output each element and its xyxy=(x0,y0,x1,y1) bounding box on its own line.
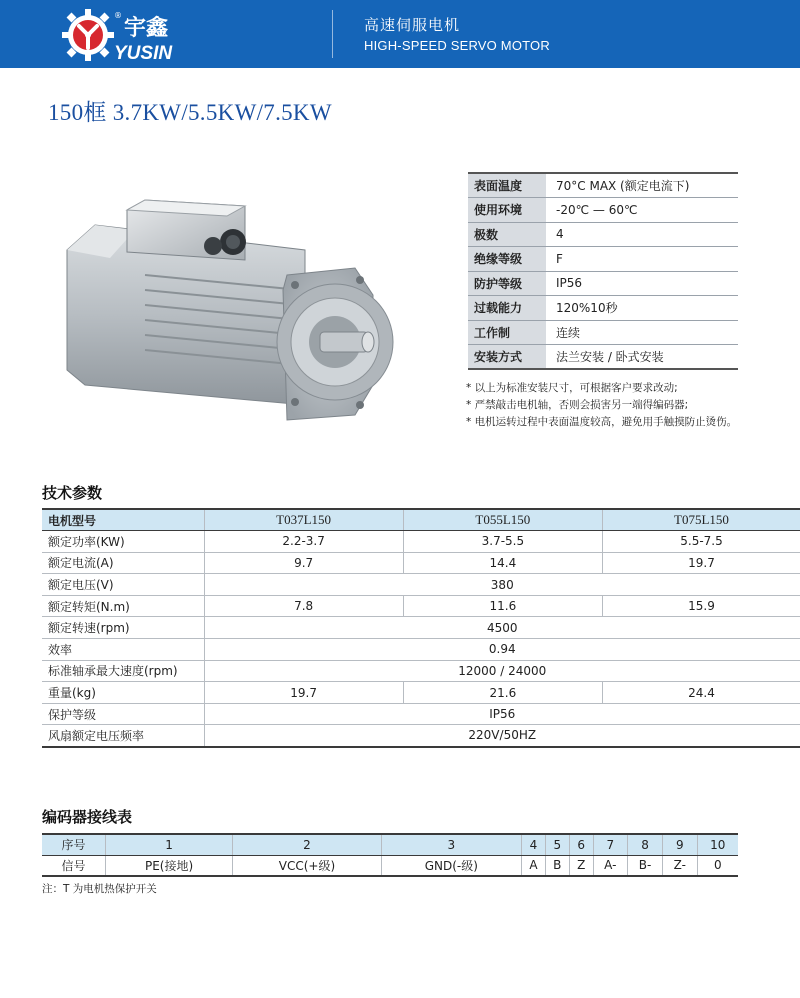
spec-label: 极数 xyxy=(468,222,546,247)
param-label: 额定电压(V) xyxy=(42,574,204,596)
params-header-cell: T055L150 xyxy=(403,509,602,531)
encoder-cell: 信号 xyxy=(42,855,105,876)
page-title: 150框 3.7KW/5.5KW/7.5KW xyxy=(48,100,332,125)
spec-label: 绝缘等级 xyxy=(468,247,546,272)
param-cell: 19.7 xyxy=(204,682,403,704)
param-label: 重量(kg) xyxy=(42,682,204,704)
table-row xyxy=(42,617,800,639)
header-title-cn: 高速伺服电机 xyxy=(364,16,461,34)
param-label: 额定电流(A) xyxy=(42,552,204,574)
spec-label: 使用环境 xyxy=(468,198,546,223)
spec-label: 工作制 xyxy=(468,320,546,345)
encoder-header-cell: 4 xyxy=(522,834,546,855)
param-merged-cell: 4500 xyxy=(204,617,800,639)
param-merged-cell: 380 xyxy=(204,574,800,596)
table-row xyxy=(42,574,800,596)
encoder-cell: GND(-级) xyxy=(381,855,521,876)
param-label: 效率 xyxy=(42,639,204,661)
param-merged-cell: 12000 / 24000 xyxy=(204,660,800,682)
params-header-cell: 电机型号 xyxy=(42,509,204,531)
encoder-header-cell: 1 xyxy=(105,834,232,855)
params-header-row xyxy=(42,509,800,531)
spec-label: 表面温度 xyxy=(468,173,546,198)
yusin-logo xyxy=(62,6,202,64)
table-row xyxy=(42,639,800,661)
spec-label: 安装方式 xyxy=(468,345,546,370)
spec-value: 法兰安装 / 卧式安装 xyxy=(546,345,738,370)
encoder-cell: 0 xyxy=(697,855,738,876)
param-cell: 19.7 xyxy=(603,552,800,574)
param-cell: 9.7 xyxy=(204,552,403,574)
param-cell: 15.9 xyxy=(603,595,800,617)
note-item: * 严禁敲击电机轴，否则会损害另一端得编码器; xyxy=(466,399,689,411)
spec-value: F xyxy=(546,247,738,272)
encoder-cell: VCC(+级) xyxy=(233,855,382,876)
encoder-header-cell: 5 xyxy=(545,834,569,855)
spec-value: 连续 xyxy=(546,320,738,345)
spec-row xyxy=(468,271,738,296)
encoder-header-cell: 6 xyxy=(569,834,593,855)
param-label: 风扇额定电压频率 xyxy=(42,725,204,747)
params-section-title: 技术参数 xyxy=(42,484,103,502)
param-cell: 5.5-7.5 xyxy=(603,531,800,553)
param-label: 额定转速(rpm) xyxy=(42,617,204,639)
encoder-cell: Z- xyxy=(663,855,698,876)
spec-value: 4 xyxy=(546,222,738,247)
table-row xyxy=(42,595,800,617)
params-header-cell: T037L150 xyxy=(204,509,403,531)
encoder-cell: B xyxy=(545,855,569,876)
params-table xyxy=(42,508,800,748)
encoder-cell: A xyxy=(522,855,546,876)
table-row xyxy=(42,725,800,747)
spec-value: -20℃ — 60℃ xyxy=(546,198,738,223)
header-bar xyxy=(0,0,800,68)
spec-value: IP56 xyxy=(546,271,738,296)
encoder-header-cell: 2 xyxy=(233,834,382,855)
param-cell: 11.6 xyxy=(403,595,602,617)
spec-value: 120%10秒 xyxy=(546,296,738,321)
param-cell: 7.8 xyxy=(204,595,403,617)
params-header-cell: T075L150 xyxy=(603,509,800,531)
table-row xyxy=(42,703,800,725)
spec-label: 防护等级 xyxy=(468,271,546,296)
logo-en-text: YUSIN xyxy=(114,43,173,64)
logo-cn-text: 宇鑫 xyxy=(124,15,169,41)
encoder-header-cell: 3 xyxy=(381,834,521,855)
table-row xyxy=(42,682,800,704)
table-row xyxy=(42,660,800,682)
encoder-header-cell: 7 xyxy=(593,834,627,855)
spec-row xyxy=(468,320,738,345)
encoder-header-cell: 序号 xyxy=(42,834,105,855)
param-cell: 2.2-3.7 xyxy=(204,531,403,553)
note-item: * 以上为标准安装尺寸，可根据客户要求改动; xyxy=(466,382,678,394)
param-merged-cell: IP56 xyxy=(204,703,800,725)
spec-row xyxy=(468,173,738,198)
footnote: 注：T 为电机热保护开关 xyxy=(42,883,157,895)
spec-label: 过载能力 xyxy=(468,296,546,321)
encoder-header-cell: 10 xyxy=(697,834,738,855)
encoder-cell: Z xyxy=(569,855,593,876)
spec-row xyxy=(468,296,738,321)
encoder-signal-row xyxy=(42,855,738,876)
spec-value: 70°C MAX (额定电流下) xyxy=(546,173,738,198)
table-row xyxy=(42,531,800,553)
servo-motor-image xyxy=(55,180,395,430)
param-cell: 24.4 xyxy=(603,682,800,704)
header-divider xyxy=(332,10,333,58)
spec-row xyxy=(468,198,738,223)
spec-table xyxy=(468,172,738,370)
encoder-cell: A- xyxy=(593,855,627,876)
encoder-cell: B- xyxy=(627,855,662,876)
encoder-header-row xyxy=(42,834,738,855)
table-row xyxy=(42,552,800,574)
svg-text:®: ® xyxy=(114,11,122,20)
param-merged-cell: 0.94 xyxy=(204,639,800,661)
header-title-en: HIGH-SPEED SERVO MOTOR xyxy=(364,38,550,53)
param-label: 额定转矩(N.m) xyxy=(42,595,204,617)
encoder-cell: PE(接地) xyxy=(105,855,232,876)
param-label: 保护等级 xyxy=(42,703,204,725)
encoder-section-title: 编码器接线表 xyxy=(42,808,133,826)
notes xyxy=(466,380,737,431)
spec-row xyxy=(468,247,738,272)
encoder-header-cell: 8 xyxy=(627,834,662,855)
encoder-table xyxy=(42,833,738,877)
param-label: 标准轴承最大速度(rpm) xyxy=(42,660,204,682)
param-cell: 21.6 xyxy=(403,682,602,704)
spec-row xyxy=(468,222,738,247)
param-label: 额定功率(KW) xyxy=(42,531,204,553)
encoder-header-cell: 9 xyxy=(663,834,698,855)
param-merged-cell: 220V/50HZ xyxy=(204,725,800,747)
spec-row xyxy=(468,345,738,370)
note-item: * 电机运转过程中表面温度较高，避免用手触摸防止烫伤。 xyxy=(466,416,738,428)
param-cell: 3.7-5.5 xyxy=(403,531,602,553)
param-cell: 14.4 xyxy=(403,552,602,574)
